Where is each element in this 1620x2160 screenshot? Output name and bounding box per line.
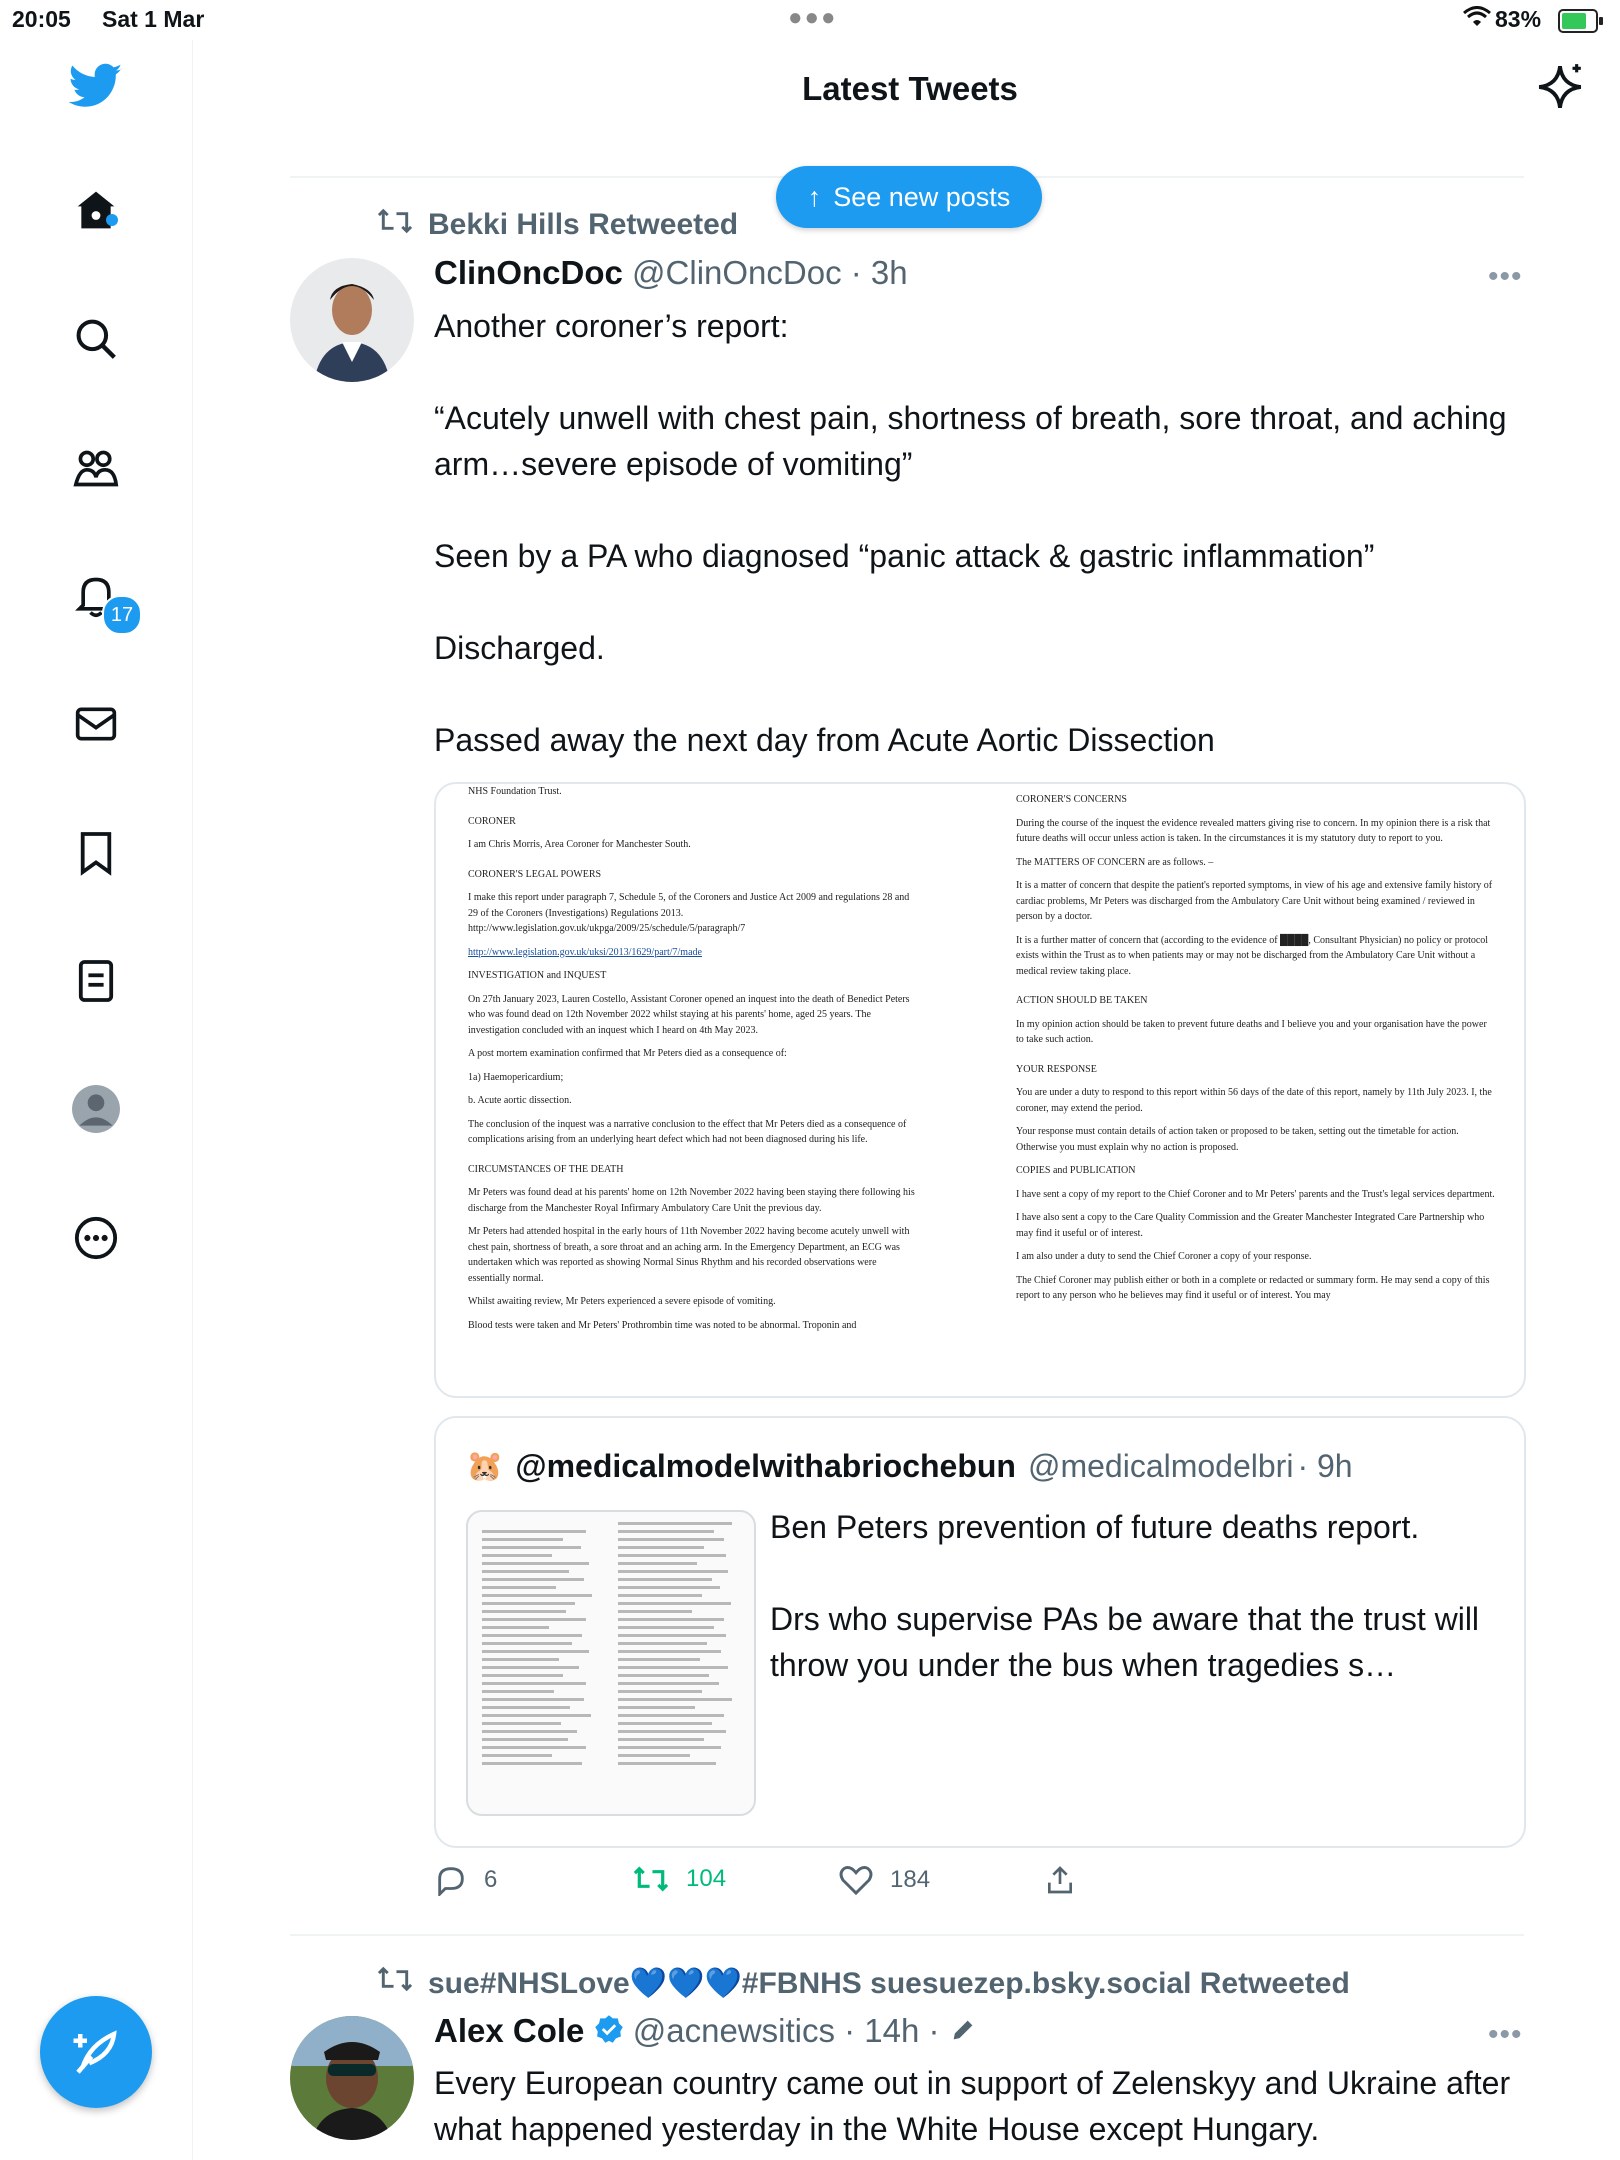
tweet-actions xyxy=(434,1864,1434,1914)
doc-left-paragraph: A post mortem examination confirmed that Mr Peters died as a consequence of: xyxy=(468,1048,787,1059)
status-bar xyxy=(0,0,1620,40)
heart-icon xyxy=(838,1864,874,1896)
reply-button[interactable] xyxy=(434,1864,497,1896)
compose-tweet-button[interactable] xyxy=(40,1996,152,2108)
doc-right-paragraph: YOUR RESPONSE xyxy=(1016,1063,1097,1075)
retweeted-by[interactable] xyxy=(376,1964,1350,2002)
sidebar xyxy=(0,40,193,2160)
author-name[interactable]: Alex Cole xyxy=(434,2012,585,2049)
messages-icon[interactable] xyxy=(60,688,132,760)
quoted-tweet-author-row xyxy=(466,1448,1353,1485)
author-handle[interactable]: @acnewsitics xyxy=(632,2012,835,2049)
quoted-document-thumbnail[interactable] xyxy=(466,1510,756,1816)
doc-left-paragraph: I make this report under paragraph 7, Schedule 5, of the Coroners and Justice Act 2009 and regulations 28 and 29 of the Coroners (Investigations) Regulations 2013. http://www.legislation.gov.uk/ukpga/2009/25/schedule/5/paragraph/7 xyxy=(468,892,910,934)
retweet-icon xyxy=(632,1864,670,1894)
share-icon xyxy=(1044,1864,1076,1896)
doc-right-paragraph: Your response must contain details of action taken or proposed to be taken, setting out the timetable for action. Otherwise you must explain why no action is proposed. xyxy=(1016,1126,1459,1153)
doc-right-paragraph: The MATTERS OF CONCERN are as follows. – xyxy=(1016,856,1214,868)
more-options-icon[interactable] xyxy=(60,1202,132,1274)
tweet-time[interactable]: · 14h · xyxy=(844,2012,940,2049)
reply-count: 6 xyxy=(484,1866,498,1893)
home-unread-dot xyxy=(106,214,118,226)
lists-icon[interactable] xyxy=(60,945,132,1017)
doc-left-paragraph: On 27th January 2023, Lauren Costello, Assistant Coroner opened an inquest into the death of Benedict Peters who was found dead on 12th November 2022 whilst staying at his parents' home, aged 25 years. The investigation concluded with an inquest which I heard on 4th May 2023. xyxy=(468,993,910,1036)
arrow-up-icon: ↑ xyxy=(807,181,822,212)
doc-left-paragraph: CIRCUMSTANCES OF THE DEATH xyxy=(468,1163,624,1175)
author-avatar[interactable] xyxy=(290,258,414,382)
doc-right-paragraph: You are under a duty to respond to this report within 56 days of the date of this report, namely by 11th July 2023. I, the coroner, may extend the period. xyxy=(1016,1087,1492,1114)
search-icon[interactable] xyxy=(60,303,132,375)
compose-feather-icon xyxy=(69,2025,123,2079)
retweet-count: 104 xyxy=(686,1865,727,1892)
battery-icon xyxy=(1558,9,1598,33)
doc-left-paragraph: Mr Peters had attended hospital in the early hours of 11th November 2022 having become acutely unwell with chest pain, shortness of breath, a sore throat and an aching arm. In the Emergency Department, an ECG was undertaken which was reported as showing Normal Sinus Rhythm and his recorded observations were essentially normal. xyxy=(468,1226,910,1284)
doc-right-paragraph: The Chief Coroner may publish either or both in a complete or redacted or summary form. He may send a copy of this report to any person who he believes may find it useful or of interest. You may xyxy=(1016,1274,1490,1301)
twitter-logo-icon[interactable] xyxy=(60,50,132,122)
profile-avatar-icon[interactable] xyxy=(60,1073,132,1145)
doc-left-paragraph: Blood tests were taken and Mr Peters' Prothrombin time was noted to be abnormal. Troponin and xyxy=(468,1319,857,1331)
doc-left-paragraph: CORONER xyxy=(468,815,516,827)
quoted-tweet-time[interactable]: · 9h xyxy=(1297,1448,1353,1484)
document-page-left xyxy=(468,784,918,1341)
doc-right-paragraph: I have also sent a copy to the Care Quality Commission and the Greater Manchester Integrated Care Partnership who may find it useful or of interest. xyxy=(1016,1212,1485,1239)
document-page-right xyxy=(1016,782,1496,1312)
tweet-time[interactable]: · 3h xyxy=(850,254,908,291)
tweet-more-icon[interactable]: ••• xyxy=(1488,2018,1523,2051)
tweet-text: Another coroner’s report: “Acutely unwell with chest pain, shortness of breath, sore throat, and aching arm…severe episode of vomiting” Seen by a PA who diagnosed “panic attack & gastric inflammation” Discharged. Passed away the next day from Acute Aortic Dissection xyxy=(434,308,1507,758)
share-button[interactable] xyxy=(1044,1864,1076,1896)
author-handle[interactable]: @ClinOncDoc xyxy=(632,254,842,291)
quoted-tweet[interactable] xyxy=(434,1416,1526,1848)
doc-left-paragraph: The conclusion of the inquest was a narrative conclusion to the effect that Mr Peters died as a consequence of complications arising from an underlying heart defect which had not been diagnosed during his life. xyxy=(468,1118,907,1145)
wifi-icon xyxy=(1463,6,1491,34)
retweet-icon xyxy=(376,206,414,244)
edited-pencil-icon[interactable] xyxy=(949,2014,977,2052)
doc-left-paragraph: NHS Foundation Trust. xyxy=(468,786,562,797)
tweet-media-document[interactable] xyxy=(434,782,1526,1398)
status-date: Sat 1 Mar xyxy=(102,6,205,32)
doc-left-paragraph: http://www.legislation.gov.uk/uksi/2013/1629/part/7/made xyxy=(468,946,702,958)
battery-percent: 83% xyxy=(1495,6,1542,32)
see-new-posts-label: See new posts xyxy=(833,181,1011,212)
doc-right-paragraph: CORONER'S CONCERNS xyxy=(1016,794,1127,805)
notifications-badge: 17 xyxy=(102,595,142,635)
doc-left-paragraph: b. Acute aortic dissection. xyxy=(468,1095,572,1106)
quoted-author-handle[interactable]: @medicalmodelbri xyxy=(1027,1448,1294,1484)
tweet-author-row xyxy=(434,254,908,292)
doc-left-paragraph: CORONER'S LEGAL POWERS xyxy=(468,868,602,880)
doc-left-paragraph: INVESTIGATION and INQUEST xyxy=(468,970,607,981)
multitasking-dots-icon[interactable]: ●●● xyxy=(788,4,838,31)
retweeted-by-label: sue#NHSLove💙💙💙#FBNHS suesuezep.bsky.social Retweeted xyxy=(428,1966,1350,2000)
retweet-button[interactable] xyxy=(632,1864,726,1894)
doc-right-paragraph: COPIES and PUBLICATION xyxy=(1016,1165,1136,1176)
doc-left-paragraph: Mr Peters was found dead at his parents' home on 12th November 2022 having been staying there following his discharge from the Manchester Royal Infirmary Ambulatory Care Unit the previous day. xyxy=(468,1187,915,1214)
doc-left-paragraph: 1a) Haemopericardium; xyxy=(468,1071,564,1083)
quoted-author-name[interactable]: @medicalmodelwithabriochebun xyxy=(515,1448,1016,1484)
author-avatar[interactable] xyxy=(290,2016,414,2140)
retweeted-by-label: Bekki Hills Retweeted xyxy=(428,208,739,241)
see-new-posts-button[interactable] xyxy=(776,166,1042,228)
status-time: 20:05 xyxy=(12,6,71,32)
quoted-tweet-text: Ben Peters prevention of future deaths report. Drs who supervise PAs be aware that the trust will throw you under the bus when tragedies s… xyxy=(770,1509,1480,1683)
verified-badge-icon xyxy=(594,2014,624,2052)
home-icon[interactable] xyxy=(60,174,132,246)
doc-right-paragraph: It is a matter of concern that despite the patient's reported symptoms, in view of his age and extensive family history of cardiac problems, Mr Peters was discharged from the Ambulatory Care Unit without being examined / reviewed in person by a doctor. xyxy=(1016,880,1493,922)
author-name[interactable]: ClinOncDoc xyxy=(434,254,623,291)
tweet-text: Every European country came out in support of Zelenskyy and Ukraine after what happened yesterday in the White House except Hungary. xyxy=(434,2065,1519,2147)
doc-right-paragraph: I have sent a copy of my report to the Chief Coroner and to Mr Peters' parents and the Trust's legal services department. xyxy=(1016,1188,1495,1200)
like-button[interactable] xyxy=(838,1864,930,1896)
tweet-divider xyxy=(290,1934,1524,1936)
doc-left-paragraph: Whilst awaiting review, Mr Peters experienced a severe episode of vomiting. xyxy=(468,1296,776,1307)
tweet-author-row xyxy=(434,2012,977,2052)
doc-right-paragraph: It is a further matter of concern that (according to the evidence of ████, Consultant Physician) no policy or protocol exists within the Trust as to when patients may or may not be discharged from the Ambulatory Care Unit without a medical review taking place. xyxy=(1016,934,1489,977)
bookmarks-icon[interactable] xyxy=(60,817,132,889)
doc-right-paragraph: ACTION SHOULD BE TAKEN xyxy=(1016,995,1148,1006)
doc-left-paragraph: I am Chris Morris, Area Coroner for Manchester South. xyxy=(468,839,691,850)
reply-icon xyxy=(434,1864,468,1896)
page-title: Latest Tweets xyxy=(802,70,1018,107)
sparkle-icon[interactable] xyxy=(1535,62,1585,117)
retweet-icon xyxy=(376,1964,414,2002)
doc-right-paragraph: During the course of the inquest the evidence revealed matters giving rise to concern. In my opinion there is a risk that future deaths will occur unless action is taken. In the circumstances it is my statutory duty to report to you. xyxy=(1016,817,1491,844)
doc-right-paragraph: I am also under a duty to send the Chief Coroner a copy of your response. xyxy=(1016,1251,1312,1262)
doc-right-paragraph: In my opinion action should be taken to prevent future deaths and I believe you and your organisation have the power to take such action. xyxy=(1016,1018,1487,1045)
tweet-more-icon[interactable]: ••• xyxy=(1488,260,1523,293)
retweeted-by[interactable] xyxy=(376,206,738,244)
quoted-author-avatar: 🐹 xyxy=(466,1450,504,1483)
communities-icon[interactable] xyxy=(60,432,132,504)
like-count: 184 xyxy=(890,1866,931,1893)
